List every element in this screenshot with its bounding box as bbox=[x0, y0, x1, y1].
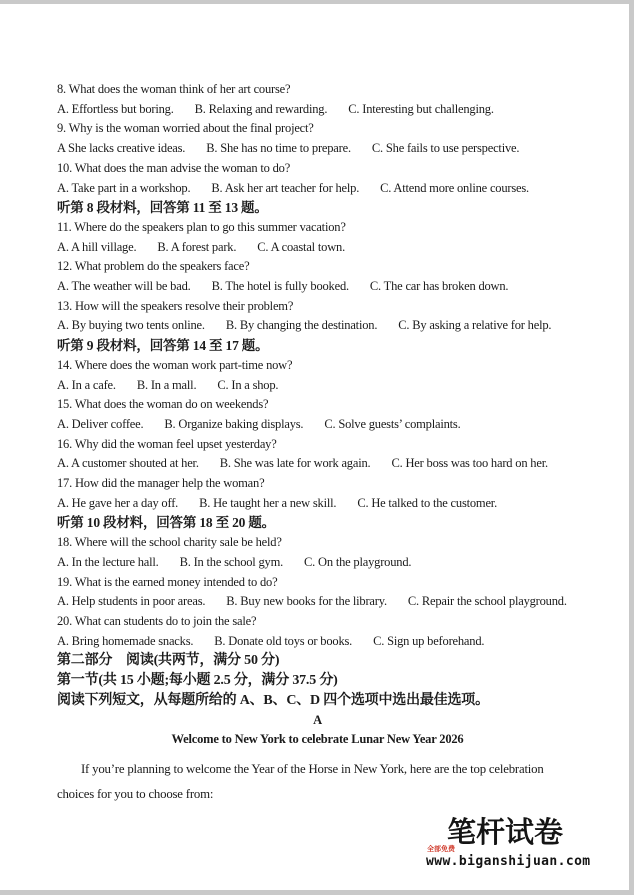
answer-options-line bbox=[57, 415, 578, 435]
scan-edge-top bbox=[0, 0, 634, 4]
answer-option: A. The weather will be bad. bbox=[57, 279, 191, 294]
answer-option: C. Her boss was too hard on her. bbox=[391, 456, 548, 471]
answer-options-line bbox=[57, 376, 578, 396]
answer-options-line bbox=[57, 316, 578, 336]
answer-options-line bbox=[57, 494, 578, 514]
answer-option: B. Ask her art teacher for help. bbox=[211, 180, 360, 195]
publisher-watermark bbox=[426, 811, 596, 871]
answer-option: A. Take part in a workshop. bbox=[57, 180, 191, 195]
answer-options-line bbox=[57, 454, 578, 474]
question-line: 11. Where do the speakers plan to go this summer vacation? bbox=[57, 219, 346, 234]
scan-edge-right bbox=[629, 0, 634, 895]
answer-option: A. In the lecture hall. bbox=[57, 554, 159, 569]
answer-option: C. Repair the school playground. bbox=[407, 594, 567, 609]
watermark-brand-text: 笔杆试卷 bbox=[447, 815, 564, 849]
answer-option: B. The hotel is fully booked. bbox=[211, 279, 349, 294]
part-heading: 第一节(共 15 小题;每小题 2.5 分，满分 37.5 分) bbox=[57, 673, 338, 689]
answer-options-line bbox=[57, 277, 578, 297]
question-line: 14. Where does the woman work part-time now? bbox=[57, 357, 293, 372]
answer-option: C. Solve guests’ complaints. bbox=[324, 416, 461, 431]
answer-option: A. Help students in poor areas. bbox=[57, 594, 206, 609]
document-text bbox=[57, 80, 578, 808]
answer-options-line bbox=[57, 592, 578, 612]
answer-option: A. A customer shouted at her. bbox=[57, 456, 199, 471]
question-line: 10. What does the man advise the woman to do? bbox=[57, 160, 291, 175]
answer-options-line bbox=[57, 100, 578, 120]
answer-option: A. Bring homemade snacks. bbox=[57, 633, 194, 648]
body-paragraph: If you’re planning to welcome the Year of the Horse in New York, here are the top celebration choices for you to choose from: bbox=[57, 761, 544, 802]
centered-heading: A bbox=[313, 712, 322, 727]
answer-option: C. She fails to use perspective. bbox=[371, 141, 520, 156]
answer-option: C. In a shop. bbox=[217, 377, 279, 392]
answer-option: B. Relaxing and rewarding. bbox=[194, 101, 328, 116]
answer-option: A. A hill village. bbox=[57, 239, 137, 254]
part-heading: 阅读下列短文，从每题所给的 A、B、C、D 四个选项中选出最佳选项。 bbox=[57, 692, 489, 708]
answer-option: C. By asking a relative for help. bbox=[398, 318, 552, 333]
answer-option: B. By changing the destination. bbox=[225, 318, 378, 333]
question-line: 16. Why did the woman feel upset yesterday? bbox=[57, 436, 277, 451]
question-line: 9. Why is the woman worried about the final project? bbox=[57, 121, 314, 136]
answer-option: A. Effortless but boring. bbox=[57, 101, 174, 116]
question-line: 18. Where will the school charity sale be held? bbox=[57, 535, 282, 550]
question-line: 13. How will the speakers resolve their problem? bbox=[57, 298, 294, 313]
answer-option: B. In the school gym. bbox=[179, 554, 284, 569]
question-line: 15. What does the woman do on weekends? bbox=[57, 397, 269, 412]
answer-option: C. A coastal town. bbox=[257, 239, 345, 254]
answer-options-line bbox=[57, 632, 578, 652]
answer-option: A She lacks creative ideas. bbox=[57, 141, 186, 156]
watermark-free-badge: 全部免费 bbox=[427, 845, 455, 853]
part-heading: 第二部分 阅读(共两节，满分 50 分) bbox=[57, 653, 280, 669]
listening-section-heading: 听第 9 段材料，回答第 14 至 17 题。 bbox=[57, 338, 269, 354]
answer-option: C. Sign up beforehand. bbox=[373, 633, 485, 648]
answer-option: B. She has no time to prepare. bbox=[206, 141, 351, 156]
answer-option: B. Buy new books for the library. bbox=[226, 594, 387, 609]
answer-option: C. Interesting but challenging. bbox=[348, 101, 494, 116]
answer-option: B. She was late for work again. bbox=[219, 456, 371, 471]
answer-option: A. He gave her a day off. bbox=[57, 495, 179, 510]
answer-options-line bbox=[57, 553, 578, 573]
question-line: 19. What is the earned money intended to do? bbox=[57, 574, 278, 589]
answer-option: A. In a cafe. bbox=[57, 377, 116, 392]
listening-section-heading: 听第 10 段材料，回答第 18 至 20 题。 bbox=[57, 515, 275, 531]
question-line: 12. What problem do the speakers face? bbox=[57, 259, 250, 274]
answer-option: B. A forest park. bbox=[157, 239, 237, 254]
listening-section-heading: 听第 8 段材料，回答第 11 至 13 题。 bbox=[57, 200, 268, 216]
answer-options-line bbox=[57, 179, 578, 199]
scan-edge-bottom bbox=[0, 890, 634, 895]
answer-options-line bbox=[57, 139, 578, 159]
question-line: 17. How did the manager help the woman? bbox=[57, 476, 265, 491]
answer-option: A. By buying two tents online. bbox=[57, 318, 205, 333]
watermark-url: www.biganshijuan.com bbox=[426, 854, 591, 869]
answer-option: C. He talked to the customer. bbox=[357, 495, 497, 510]
answer-options-line bbox=[57, 238, 578, 258]
answer-option: A. Deliver coffee. bbox=[57, 416, 144, 431]
answer-option: B. Donate old toys or books. bbox=[214, 633, 353, 648]
answer-option: C. On the playground. bbox=[304, 554, 412, 569]
answer-option: B. Organize baking displays. bbox=[164, 416, 304, 431]
question-line: 20. What can students do to join the sale? bbox=[57, 613, 257, 628]
answer-option: B. He taught her a new skill. bbox=[199, 495, 337, 510]
question-line: 8. What does the woman think of her art course? bbox=[57, 82, 291, 96]
answer-option: C. The car has broken down. bbox=[369, 279, 509, 294]
answer-option: C. Attend more online courses. bbox=[380, 180, 529, 195]
answer-option: B. In a mall. bbox=[136, 377, 197, 392]
centered-heading: Welcome to New York to celebrate Lunar New Year 2026 bbox=[171, 732, 464, 747]
